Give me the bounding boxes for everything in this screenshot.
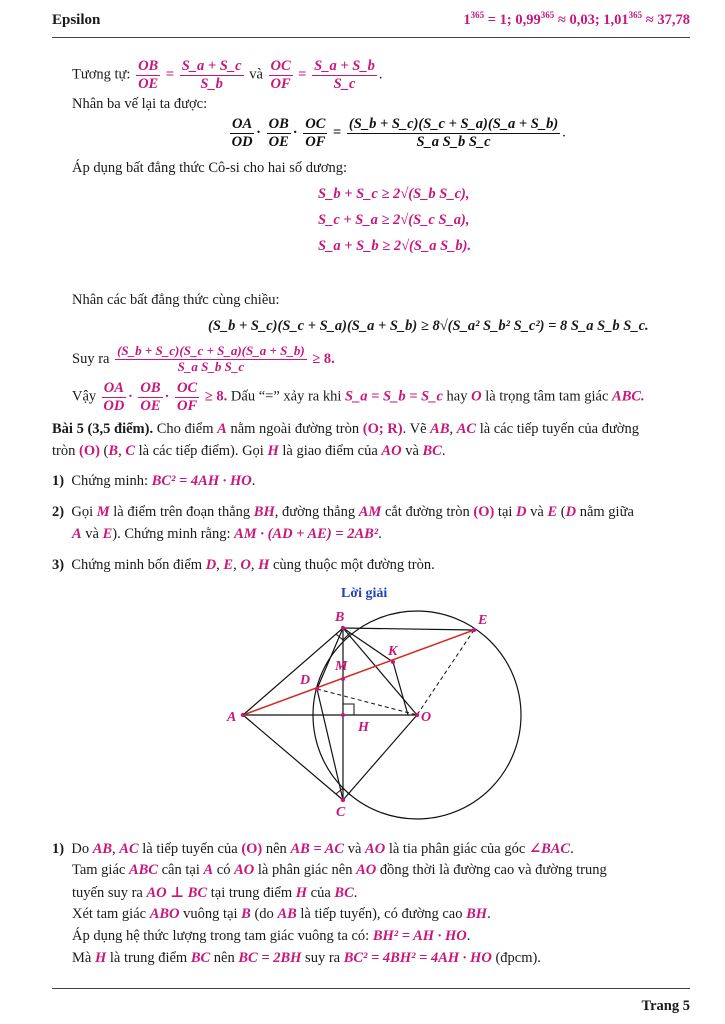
product-equation: $\frac{OA}{OD}$ · $\frac{OB}{OE}$ · $\frac{OC}{OF}$ = $\frac{(S\_b + S\_c)(S\_c + S\_a)(S\_a + S\_b)}{\text{S\_a S\_b S\_c}}$ . — [231, 116, 566, 150]
segment-CO — [343, 715, 417, 800]
label-K: K — [388, 644, 398, 659]
bai5-item-2-cont: A và E). Chứng minh rằng: AM · (AD + AE) = 2AB². — [72, 526, 382, 542]
points — [241, 626, 476, 802]
bai5-item-3: 3) Chứng minh bốn điểm D, E, O, H cùng thuộc một đường tròn. — [52, 557, 435, 573]
bai5-line1: Bài 5 (3,5 điểm). Cho điểm A nằm ngoài đường tròn (O; R). Vẽ AB, AC là các tiếp tuyến của đường — [52, 421, 639, 437]
footer-rule — [52, 988, 690, 989]
segment-AB — [243, 628, 343, 715]
label-B: B — [335, 610, 345, 625]
solution-line-6: Mà H là trung điểm BC nên BC = 2BH suy ra BC² = 4BH² = 4AH · HO (đpcm). — [72, 950, 541, 966]
segment-BO — [343, 628, 417, 715]
ineq-2: S_c + S_a ≥ 2√(S_c S_a), — [318, 212, 470, 228]
secant-AE — [243, 630, 474, 715]
ineq-1: S_b + S_c ≥ 2√(S_b S_c), — [318, 186, 470, 202]
nhan-ba-text: Nhân ba vế lại ta được: — [72, 96, 208, 112]
figure-lines — [243, 628, 474, 800]
label-D: D — [300, 673, 311, 688]
header-rule — [52, 37, 690, 38]
solution-line-3: tuyến suy ra AO ⊥ BC tại trung điểm H của BC. — [72, 885, 358, 901]
suy-ra-line: Suy ra $\frac{(S\_b + S\_c)(S\_c + S\_a)(S\_a + S\_b)}{\text{S\_a S\_b S\_c}}$ ≥ 8. — [72, 343, 335, 374]
segment-K-line — [393, 662, 408, 715]
right-angle-marks — [336, 633, 354, 795]
label-H: H — [358, 720, 369, 735]
ineq-3: S_a + S_b ≥ 2√(S_a S_b). — [318, 238, 472, 254]
loi-giai-heading: Lời giải — [341, 586, 388, 601]
segment-AC — [243, 715, 343, 800]
solution-line-2: Tam giác ABC cân tại A có AO là phân giác nên AO đồng thời là đường cao và đường trung — [72, 862, 607, 878]
cosi-text: Áp dụng bất đẳng thức Cô-si cho hai số dương: — [72, 160, 348, 176]
bai5-line2: tròn (O) (B, C là các tiếp điểm). Gọi H là giao điểm của AO và BC. — [52, 443, 446, 459]
dashed-EO — [417, 630, 474, 715]
segment-BE — [343, 628, 474, 630]
segment-DC — [317, 689, 343, 800]
big-inequality: (S_b + S_c)(S_c + S_a)(S_a + S_b) ≥ 8√(S_a² S_b² S_c²) = 8 S_a S_b S_c. — [208, 318, 649, 334]
vay-line: Vậy $\frac{OA}{OD}$ · $\frac{OB}{OE}$ · $\frac{OC}{OF}$ ≥ 8. Dấu “=” xảy ra khi S_a = S_b = S_c hay O là trọng tâm tam giác ABC. — [72, 380, 645, 414]
header-formula: $1^{365} = 1$; $0,99^{365} \approx 0,03$; $1,01^{365} \approx 37,78$ — [463, 10, 690, 28]
geometry-figure — [0, 600, 725, 830]
bai5-item-1: 1) Chứng minh: BC² = 4AH · HO. — [52, 473, 256, 489]
bai5-item-2: 2) Gọi M là điểm trên đoạn thẳng BH, đường thẳng AM cắt đường tròn (O) tại D và E (D nằm giữa — [52, 504, 634, 520]
label-M: M — [335, 659, 348, 674]
nhan-cac-text: Nhân các bất đẳng thức cùng chiều: — [72, 292, 280, 308]
solution-line-4: Xét tam giác ABO vuông tại B (do AB là tiếp tuyến), có đường cao BH. — [72, 906, 491, 922]
solution-line-1: 1) Do AB, AC là tiếp tuyến của (O) nên AB = AC và AO là tia phân giác của góc ∠BAC. — [52, 841, 574, 857]
label-A: A — [227, 710, 237, 725]
solution-line-5: Áp dụng hệ thức lượng trong tam giác vuông ta có: BH² = AH · HO. — [72, 928, 471, 944]
page-number: Trang 5 — [641, 998, 690, 1014]
label-O: O — [421, 710, 432, 725]
tuong-tu-line: Tương tự: $\frac{OB}{OE}$ = $\frac{S\_a + S\_c}{S\_b}$ và $\frac{OC}{OF}$ = $\frac{S\_a + S\_b}{S\_c}$ . — [72, 58, 383, 92]
header-title: Epsilon — [52, 12, 101, 28]
label-E: E — [478, 613, 488, 628]
label-C: C — [336, 805, 346, 820]
